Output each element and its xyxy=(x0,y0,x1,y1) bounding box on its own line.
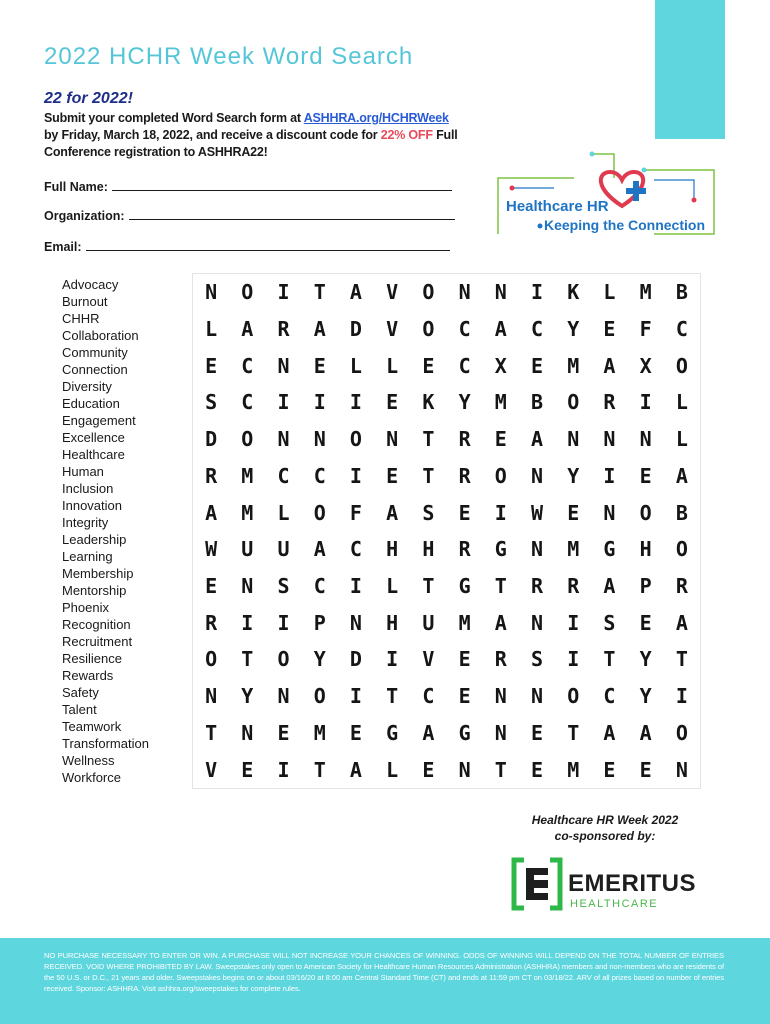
grid-cell[interactable]: X xyxy=(494,353,507,378)
grid-cell[interactable]: H xyxy=(386,610,399,635)
word-list-item: Wellness xyxy=(62,753,115,768)
grid-cell[interactable]: E xyxy=(386,463,399,488)
grid-cell[interactable]: T xyxy=(494,574,507,599)
grid-cell[interactable]: E xyxy=(531,720,544,745)
cosponsor-text xyxy=(520,812,690,844)
grid-cell[interactable]: A xyxy=(494,317,507,342)
grid-cell[interactable]: A xyxy=(639,720,652,745)
grid-cell[interactable]: A xyxy=(349,757,362,782)
grid-cell[interactable]: G xyxy=(458,574,471,599)
grid-cell[interactable]: L xyxy=(349,353,362,378)
intro-after: Full Conference registration to ASHHRA22! xyxy=(44,128,458,159)
grid-cell[interactable]: A xyxy=(386,500,399,525)
grid-cell[interactable]: L xyxy=(675,390,688,415)
grid-cell[interactable]: T xyxy=(422,427,435,452)
grid-cell[interactable]: V xyxy=(205,757,218,782)
grid-cell[interactable]: A xyxy=(349,280,362,305)
emeritus-sub: HEALTHCARE xyxy=(570,898,659,910)
grid-cell[interactable]: B xyxy=(531,390,544,415)
grid-cell[interactable]: I xyxy=(531,280,544,305)
email-line[interactable] xyxy=(86,250,450,251)
organization-line[interactable] xyxy=(129,219,455,220)
grid-cell[interactable]: E xyxy=(205,353,218,378)
grid-cell[interactable]: A xyxy=(603,353,616,378)
word-list-item: Phoenix xyxy=(62,600,109,615)
grid-cell[interactable]: T xyxy=(675,647,688,672)
grid-cell[interactable]: C xyxy=(241,390,254,415)
grid-cell[interactable]: E xyxy=(603,317,616,342)
grid-cell[interactable]: T xyxy=(313,280,326,305)
grid-cell[interactable]: O xyxy=(494,463,507,488)
grid-cell[interactable]: M xyxy=(313,720,326,745)
grid-cell[interactable]: E xyxy=(603,757,616,782)
grid-cell[interactable]: E xyxy=(639,610,652,635)
grid-cell[interactable]: M xyxy=(494,390,507,415)
word-list-item: Resilience xyxy=(62,651,122,666)
grid-cell[interactable]: E xyxy=(422,757,435,782)
grid-cell[interactable]: E xyxy=(277,720,290,745)
grid-cell[interactable]: L xyxy=(386,757,399,782)
grid-cell[interactable]: O xyxy=(567,684,580,709)
email-label: Email: xyxy=(44,240,82,254)
grid-cell[interactable]: Y xyxy=(241,684,254,709)
grid-cell[interactable]: A xyxy=(531,427,544,452)
grid-cell[interactable]: N xyxy=(603,500,616,525)
grid-cell[interactable]: V xyxy=(386,280,399,305)
grid-cell[interactable]: I xyxy=(313,390,326,415)
grid-cell[interactable]: T xyxy=(422,463,435,488)
grid-cell[interactable]: A xyxy=(313,537,326,562)
grid-cell[interactable]: O xyxy=(567,390,580,415)
discount-highlight: 22% OFF xyxy=(380,128,433,142)
grid-cell[interactable]: H xyxy=(422,537,435,562)
grid-cell[interactable]: U xyxy=(277,537,290,562)
word-list-item: Education xyxy=(62,396,120,411)
word-list-item: Innovation xyxy=(62,498,122,513)
grid-cell[interactable]: I xyxy=(349,390,362,415)
grid-cell[interactable]: L xyxy=(675,427,688,452)
word-list-item: CHHR xyxy=(62,311,100,326)
grid-cell[interactable]: I xyxy=(675,684,688,709)
page-subtitle: 22 for 2022! xyxy=(44,90,133,107)
grid-cell[interactable]: E xyxy=(494,427,507,452)
grid-cell[interactable]: O xyxy=(313,684,326,709)
grid-cell[interactable]: S xyxy=(277,574,290,599)
grid-cell[interactable]: C xyxy=(603,684,616,709)
grid-cell[interactable]: N xyxy=(458,280,471,305)
grid-cell[interactable]: U xyxy=(241,537,254,562)
intro-text xyxy=(44,110,464,161)
grid-cell[interactable]: L xyxy=(386,574,399,599)
grid-cell[interactable]: B xyxy=(675,280,688,305)
grid-cell[interactable]: C xyxy=(675,317,688,342)
word-list-item: Leadership xyxy=(62,532,127,547)
grid-cell[interactable]: N xyxy=(241,720,254,745)
grid-cell[interactable]: I xyxy=(277,390,290,415)
grid-cell[interactable]: E xyxy=(241,757,254,782)
grid-cell[interactable]: N xyxy=(494,684,507,709)
grid-cell[interactable]: D xyxy=(349,647,362,672)
grid-cell[interactable]: R xyxy=(567,574,580,599)
grid-cell[interactable]: I xyxy=(386,647,399,672)
grid-cell[interactable]: C xyxy=(313,463,326,488)
grid-cell[interactable]: O xyxy=(277,647,290,672)
grid-cell[interactable]: O xyxy=(313,500,326,525)
footer-disclaimer: NO PURCHASE NECESSARY TO ENTER OR WIN. A PURCHASE WILL NOT INCREASE YOUR CHANCES OF WINNING. ODDS OF WINNING WILL DEPEND ON THE TOTAL NUMBER OF ENTRIES RECEIVED. VOID WHERE PROHIBITED BY LAW. Sweepstakes only open to American Society for Healthcare Human Resources Administration (ASHHRA) members and non-members who are residents of the 50 U.S. or D.C., 21 years and older. Sweepstakes begins on or about 03/16/20 at 8:00 am Central Standard Time (CT) and ends at 11:59 pm CT on 03/18/22. ARV of all prizes based on number of entries received. Sponsor: ASHHRA. Visit ashhra.org/sweepstakes for complete rules. xyxy=(44,951,724,993)
grid-cell[interactable]: I xyxy=(567,647,580,672)
word-list xyxy=(62,276,182,786)
grid-cell[interactable]: O xyxy=(205,647,218,672)
grid-cell[interactable]: L xyxy=(603,280,616,305)
grid-cell[interactable]: N xyxy=(349,610,362,635)
grid-cell[interactable]: M xyxy=(241,463,254,488)
grid-cell[interactable]: M xyxy=(567,757,580,782)
grid-cell[interactable]: N xyxy=(603,427,616,452)
grid-cell[interactable]: C xyxy=(313,574,326,599)
grid-cell[interactable]: O xyxy=(241,280,254,305)
grid-cell[interactable]: I xyxy=(349,574,362,599)
grid-cell[interactable]: T xyxy=(603,647,616,672)
grid-cell[interactable]: N xyxy=(531,684,544,709)
word-list-item: Transformation xyxy=(62,736,149,751)
grid-cell[interactable]: U xyxy=(422,610,435,635)
word-list-item: Mentorship xyxy=(62,583,127,598)
word-list-item: Safety xyxy=(62,685,99,700)
word-list-item: Integrity xyxy=(62,515,109,530)
grid-cell[interactable]: C xyxy=(349,537,362,562)
email-field[interactable] xyxy=(44,240,450,254)
grid-cell[interactable]: Y xyxy=(458,390,471,415)
grid-cell[interactable]: S xyxy=(205,390,218,415)
grid-cell[interactable]: N xyxy=(494,280,507,305)
grid-cell[interactable]: E xyxy=(422,353,435,378)
emeritus-logo xyxy=(510,856,700,912)
healthcare-hr-logo xyxy=(494,150,718,240)
grid-cell[interactable]: N xyxy=(277,684,290,709)
grid-cell[interactable]: E xyxy=(386,390,399,415)
grid-cell[interactable]: S xyxy=(422,500,435,525)
full-name-label: Full Name: xyxy=(44,180,108,194)
grid-cell[interactable]: N xyxy=(639,427,652,452)
word-list-item: Workforce xyxy=(62,770,121,785)
grid-cell[interactable]: Y xyxy=(313,647,326,672)
grid-cell[interactable]: N xyxy=(313,427,326,452)
grid-cell[interactable]: C xyxy=(458,317,471,342)
word-search-grid[interactable] xyxy=(192,273,701,789)
grid-cell[interactable]: W xyxy=(531,500,544,525)
full-name-line[interactable] xyxy=(112,190,452,191)
grid-cell[interactable]: A xyxy=(603,574,616,599)
full-name-field[interactable] xyxy=(44,180,452,194)
emeritus-mark-icon xyxy=(510,856,564,912)
grid-cell[interactable]: C xyxy=(531,317,544,342)
word-list-item: Membership xyxy=(62,566,134,581)
grid-cell[interactable]: N xyxy=(277,353,290,378)
grid-cell[interactable]: E xyxy=(531,353,544,378)
grid-cell[interactable]: M xyxy=(567,537,580,562)
grid-cell[interactable]: O xyxy=(241,427,254,452)
word-list-item: Teamwork xyxy=(62,719,122,734)
grid-cell[interactable]: N xyxy=(205,280,218,305)
grid-cell[interactable]: T xyxy=(567,720,580,745)
grid-cell[interactable]: I xyxy=(349,684,362,709)
grid-cell[interactable]: O xyxy=(422,280,435,305)
grid-cell[interactable]: T xyxy=(313,757,326,782)
grid-cell[interactable]: H xyxy=(639,537,652,562)
grid-cell[interactable]: F xyxy=(639,317,652,342)
grid-cell[interactable]: A xyxy=(313,317,326,342)
grid-cell[interactable]: R xyxy=(531,574,544,599)
header-accent-bar xyxy=(655,0,725,139)
grid-cell[interactable]: A xyxy=(205,500,218,525)
grid-cell[interactable]: O xyxy=(675,353,688,378)
grid-cell[interactable]: O xyxy=(349,427,362,452)
grid-cell[interactable]: X xyxy=(639,353,652,378)
grid-cell[interactable]: C xyxy=(458,353,471,378)
grid-cell[interactable]: D xyxy=(349,317,362,342)
grid-cell[interactable]: N xyxy=(277,427,290,452)
grid-cell[interactable]: G xyxy=(603,537,616,562)
grid-cell[interactable]: Y xyxy=(567,463,580,488)
grid-cell[interactable]: E xyxy=(567,500,580,525)
grid-cell[interactable]: Y xyxy=(567,317,580,342)
grid-cell[interactable]: E xyxy=(639,757,652,782)
word-list-item: Engagement xyxy=(62,413,136,428)
word-list-item: Talent xyxy=(62,702,97,717)
grid-cell[interactable]: R xyxy=(494,647,507,672)
grid-cell[interactable]: T xyxy=(386,684,399,709)
grid-cell[interactable]: M xyxy=(241,500,254,525)
grid-cell[interactable]: L xyxy=(277,500,290,525)
grid-cell[interactable]: R xyxy=(205,610,218,635)
grid-cell[interactable]: R xyxy=(205,463,218,488)
grid-cell[interactable]: G xyxy=(494,537,507,562)
emeritus-name: EMERITUS xyxy=(568,870,697,897)
grid-cell[interactable]: M xyxy=(567,353,580,378)
hchr-week-link[interactable]: ASHHRA.org/HCHRWeek xyxy=(303,111,449,125)
grid-cell[interactable]: P xyxy=(639,574,652,599)
grid-cell[interactable]: A xyxy=(241,317,254,342)
cosponsor-line1: Healthcare HR Week 2022 xyxy=(531,813,679,827)
grid-cell[interactable]: C xyxy=(277,463,290,488)
grid-cell[interactable]: E xyxy=(458,684,471,709)
word-list-item: Recruitment xyxy=(62,634,133,649)
grid-cell[interactable]: E xyxy=(531,757,544,782)
grid-cell[interactable]: I xyxy=(639,390,652,415)
organization-field[interactable] xyxy=(44,209,455,223)
grid-cell[interactable]: M xyxy=(639,280,652,305)
grid-cell[interactable]: G xyxy=(458,720,471,745)
grid-cell[interactable]: O xyxy=(639,500,652,525)
grid-cell[interactable]: C xyxy=(422,684,435,709)
grid-cell[interactable]: K xyxy=(422,390,435,415)
grid-cell[interactable]: N xyxy=(675,757,688,782)
grid-cell[interactable]: B xyxy=(675,500,688,525)
grid-cell[interactable]: L xyxy=(386,353,399,378)
grid-cell[interactable]: O xyxy=(675,720,688,745)
intro-before: Submit your completed Word Search form at xyxy=(44,111,304,125)
grid-cell[interactable]: H xyxy=(386,537,399,562)
grid-cell[interactable]: A xyxy=(675,610,688,635)
grid-cell[interactable]: R xyxy=(458,463,471,488)
grid-cell[interactable]: P xyxy=(313,610,326,635)
grid-cell[interactable]: W xyxy=(205,537,218,562)
grid-cell[interactable]: O xyxy=(422,317,435,342)
grid-cell[interactable]: I xyxy=(494,500,507,525)
word-list-item: Excellence xyxy=(62,430,125,445)
grid-cell[interactable]: D xyxy=(205,427,218,452)
word-list-item: Burnout xyxy=(62,294,108,309)
grid-cell[interactable]: I xyxy=(349,463,362,488)
grid-cell[interactable]: A xyxy=(675,463,688,488)
grid-cell[interactable]: N xyxy=(386,427,399,452)
grid-cell[interactable]: N xyxy=(567,427,580,452)
grid-cell[interactable]: I xyxy=(567,610,580,635)
word-list-item: Learning xyxy=(62,549,113,564)
grid-cell[interactable]: F xyxy=(349,500,362,525)
grid-cell[interactable]: E xyxy=(205,574,218,599)
word-list-item: Collaboration xyxy=(62,328,139,343)
grid-cell[interactable]: S xyxy=(531,647,544,672)
grid-cell[interactable]: S xyxy=(603,610,616,635)
grid-cell[interactable]: T xyxy=(205,720,218,745)
logo-text-healthcare-hr: Healthcare HR xyxy=(506,198,609,215)
grid-cell[interactable]: N xyxy=(531,463,544,488)
grid-cell[interactable]: E xyxy=(639,463,652,488)
word-list-item: Recognition xyxy=(62,617,131,632)
grid-cell[interactable]: Y xyxy=(639,647,652,672)
grid-cell[interactable]: V xyxy=(386,317,399,342)
grid-cell[interactable]: N xyxy=(531,537,544,562)
grid-cell[interactable]: V xyxy=(422,647,435,672)
grid-cell[interactable]: E xyxy=(458,647,471,672)
grid-cell[interactable]: I xyxy=(277,280,290,305)
grid-cell[interactable]: O xyxy=(675,537,688,562)
grid-cell[interactable]: L xyxy=(205,317,218,342)
grid-cell[interactable]: N xyxy=(494,720,507,745)
word-list-item: Inclusion xyxy=(62,481,114,496)
intro-middle: by Friday, March 18, 2022, and receive a discount code for xyxy=(44,128,381,142)
grid-cell[interactable]: I xyxy=(241,610,254,635)
grid-cell[interactable]: E xyxy=(349,720,362,745)
grid-cell[interactable]: T xyxy=(422,574,435,599)
grid-cell[interactable]: G xyxy=(386,720,399,745)
word-list-item: Community xyxy=(62,345,128,360)
grid-cell[interactable]: R xyxy=(675,574,688,599)
grid-cell[interactable]: T xyxy=(494,757,507,782)
page-title: 2022 HCHR Week Word Search xyxy=(44,43,414,70)
grid-cell[interactable]: N xyxy=(531,610,544,635)
word-list-item: Healthcare xyxy=(62,447,125,462)
grid-cell[interactable]: E xyxy=(313,353,326,378)
grid-cell[interactable]: C xyxy=(241,353,254,378)
logo-text-tagline: Keeping the Connection xyxy=(544,217,705,233)
grid-cell[interactable]: A xyxy=(603,720,616,745)
word-list-item: Advocacy xyxy=(62,277,119,292)
grid-cell[interactable]: N xyxy=(241,574,254,599)
word-list-item: Diversity xyxy=(62,379,112,394)
grid-cell[interactable]: R xyxy=(603,390,616,415)
word-list-item: Human xyxy=(62,464,104,479)
grid-cell[interactable]: I xyxy=(603,463,616,488)
grid-cell[interactable]: K xyxy=(567,280,580,305)
grid-cell[interactable]: N xyxy=(458,757,471,782)
grid-cell[interactable]: A xyxy=(494,610,507,635)
grid-cell[interactable]: M xyxy=(458,610,471,635)
word-list-item: Connection xyxy=(62,362,128,377)
grid-cell[interactable]: N xyxy=(205,684,218,709)
cosponsor-line2: co-sponsored by: xyxy=(554,829,656,843)
grid-cell[interactable]: R xyxy=(458,427,471,452)
grid-cell[interactable]: T xyxy=(241,647,254,672)
grid-cell[interactable]: E xyxy=(458,500,471,525)
word-list-item: Rewards xyxy=(62,668,114,683)
grid-cell[interactable]: A xyxy=(422,720,435,745)
grid-cell[interactable]: I xyxy=(277,757,290,782)
grid-cell[interactable]: I xyxy=(277,610,290,635)
grid-cell[interactable]: R xyxy=(277,317,290,342)
grid-cell[interactable]: R xyxy=(458,537,471,562)
organization-label: Organization: xyxy=(44,209,125,223)
grid-cell[interactable]: Y xyxy=(639,684,652,709)
